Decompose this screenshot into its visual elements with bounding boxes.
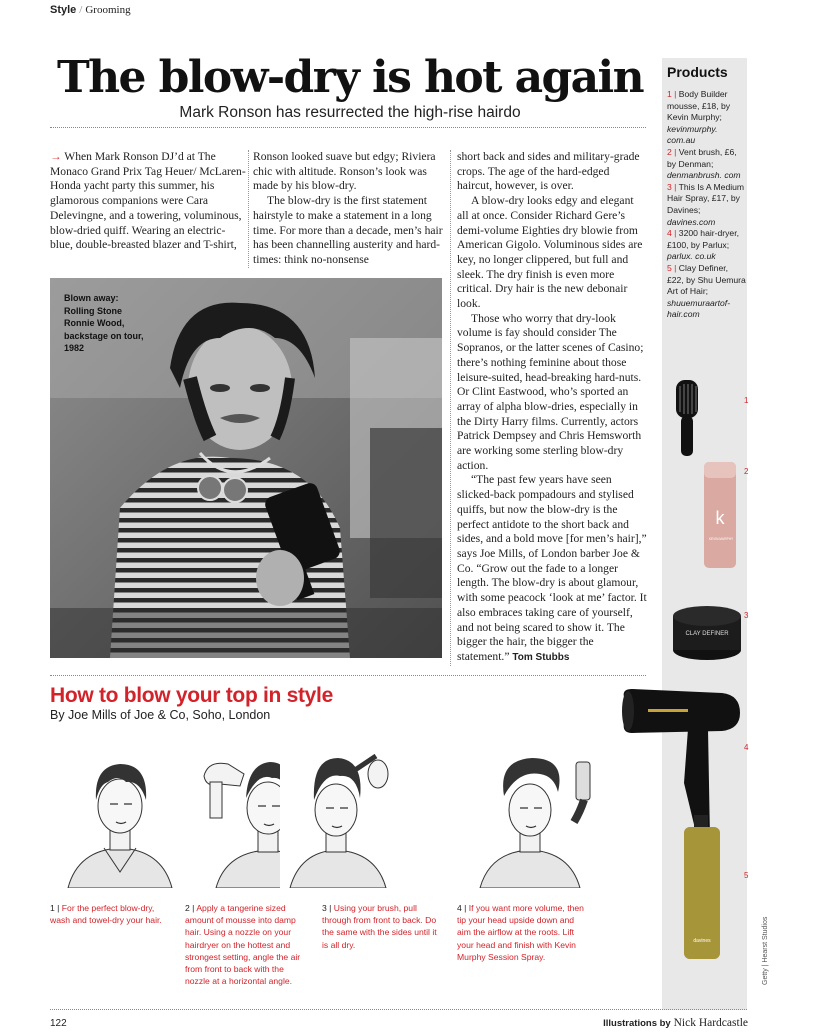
illustration-step-1 [64, 752, 176, 888]
product-marker-4: 4 [744, 743, 749, 752]
mousse-brand-label: KEVIN.MURPHY [708, 537, 734, 541]
vent-brush-image [672, 378, 702, 458]
standfirst: Mark Ronson has resurrected the high-rise hairdo [179, 104, 521, 121]
divider [50, 1009, 747, 1010]
step-text: Using your brush, pull through from front to back. Do the same with the sides until it is all dry. [322, 903, 437, 950]
column-divider [450, 150, 451, 666]
illustrator-name: Nick Hardcastle [673, 1017, 748, 1029]
step-number: 3 | [322, 903, 332, 913]
product-item [667, 263, 747, 321]
divider [50, 127, 646, 128]
illustration-credit [596, 1017, 748, 1029]
product-text: Clay Definer, £22, by Shu Uemura Art of Hair; [667, 262, 746, 297]
product-marker-1: 1 [744, 396, 749, 405]
arrow-icon: → [50, 150, 62, 163]
product-item [667, 182, 747, 228]
illustration-credit-label: Illustrations by [603, 1018, 671, 1029]
article-column-1 [50, 150, 246, 253]
byline: Tom Stubbs [512, 651, 570, 663]
product-number: 3 | [667, 181, 677, 192]
step-text: If you want more volume, then tip your head upside down and aim the airflow at the roots. Lift your head and finish with Kevin Murphy Session Spray. [457, 903, 584, 962]
paragraph: short back and sides and military-grade crops. The age of the hard-edged haircut, however, is over. [457, 150, 640, 193]
products-title: Products [667, 64, 728, 80]
mousse-can-image [700, 460, 740, 570]
page-number: 122 [50, 1018, 67, 1029]
product-url[interactable]: parlux. co.uk [667, 251, 716, 262]
hair-spray-brand-label: davines [693, 938, 711, 944]
product-url[interactable]: shuuemuraartof-hair.com [667, 297, 731, 320]
headline: The blow-dry is hot again [56, 52, 644, 103]
products-list [667, 89, 747, 321]
clay-definer-label: CLAY DEFINER [685, 631, 729, 637]
section-header [50, 4, 131, 16]
product-item [667, 228, 747, 263]
section-label: Style [50, 4, 77, 16]
column-divider [248, 150, 249, 268]
product-number: 4 | [667, 228, 677, 239]
product-item [667, 147, 747, 182]
product-number: 5 | [667, 262, 677, 273]
product-url[interactable]: denmanbrush. com [667, 170, 741, 181]
paragraph: “The past few years have seen slicked-back pompadours and stylised quiffs, but now the blow-dry is the perfect antidote to the short back and sides, and a bold move [for men’s hair],” says Joe Mills, of London barber Joe & Co. “Grow out the fade to a longer length. The blow-dry is about glamour, with some peacock ‘look at me’ factor. It also embraces taking care of yourself, and not being scared to show it. The bigger the hair, the bigger the statement.” [457, 473, 647, 663]
step-number: 1 | [50, 903, 60, 913]
paragraph: Those who worry that dry-look volume is fay should consider The Sopranos, or the latter scenes of Casino; there’s nothing feminine about those leisure-suited, head-breaking hard-nuts. Or Clint Eastwood, who’s sported an array of alpha blow-dries, especially in the Dirty Harry films. Currently, actors Patrick Dempsey and Chris Hemsworth are working some sterling blow-dry action. [457, 311, 644, 472]
step-number: 4 | [457, 903, 467, 913]
howto-title: How to blow your top in style [50, 684, 333, 707]
howto-step-2 [185, 902, 305, 987]
howto-subtitle: By Joe Mills of Joe & Co, Soho, London [50, 708, 271, 722]
product-url[interactable]: kevinmurphy. com.au [667, 123, 718, 146]
product-text: This Is A Medium Hair Spray, £17, by Davines; [667, 181, 745, 215]
subsection-label: Grooming [85, 4, 131, 16]
step-number: 2 | [185, 903, 195, 913]
product-number: 2 | [667, 146, 677, 157]
illustration-step-3 [280, 752, 400, 888]
step-text: Apply a tangerine sized amount of mousse into damp hair. Using a nozzle on your hairdryer on the hottest and strongest setting, angle the air from front to back with the nozzle at a horizontal angle. [185, 903, 301, 987]
article-column-2 [253, 150, 443, 268]
svg-text:k: k [715, 508, 725, 528]
product-number: 1 | [667, 89, 677, 99]
article-column-3 [457, 150, 647, 666]
photo-caption: Blown away: Rolling Stone Ronnie Wood, backstage on tour, 1982 [64, 293, 144, 353]
product-item [667, 89, 747, 147]
product-marker-2: 2 [744, 467, 749, 476]
step-text: For the perfect blow-dry, wash and towel-dry your hair. [50, 903, 162, 926]
illustration-step-4 [470, 752, 620, 888]
product-text: Body Builder mousse, £18, by Kevin Murphy; [667, 89, 731, 123]
divider [50, 675, 646, 676]
howto-step-4 [457, 902, 587, 963]
howto-step-3 [322, 902, 440, 951]
header-separator: / [79, 4, 83, 16]
paragraph: The blow-dry is the first statement hairstyle to make a statement in a long time. For more than a decade, men’s hair has been channelling austerity and hard-times: think no-nonsense [253, 194, 443, 266]
paragraph: A blow-dry looks edgy and elegant all at once. Consider Richard Gere’s demi-volume Eighties dry blowie from American Gigolo. Voluminous sides are key, no longer clippered, but full and sleek. The dry finish is even more critical. Dry hair is the new debonair look. [457, 194, 643, 311]
product-marker-5: 5 [744, 871, 749, 880]
product-url[interactable]: davines.com [667, 216, 716, 227]
product-marker-3: 3 [744, 611, 749, 620]
paragraph: When Mark Ronson DJ’d at The Monaco Grand Prix Tag Heuer/ McLaren-Honda yacht party this summer, his glamorous companions were Cara Delevingne, and a towering, voluminous, blow-dried quiff. Wearing an electric-blue, double-breasted blazer and T-shirt, [50, 150, 246, 252]
product-text: 3200 hair-dryer, £100, by Parlux; [667, 228, 739, 250]
product-text: Vent brush, £6, by Denman; [667, 146, 737, 169]
photo-credit: Getty | Hearst Studios [762, 916, 769, 985]
howto-step-1 [50, 902, 170, 926]
paragraph: Ronson looked suave but edgy; Riviera chic with altitude. Ronson’s look was made by his blow-dry. [253, 150, 436, 193]
